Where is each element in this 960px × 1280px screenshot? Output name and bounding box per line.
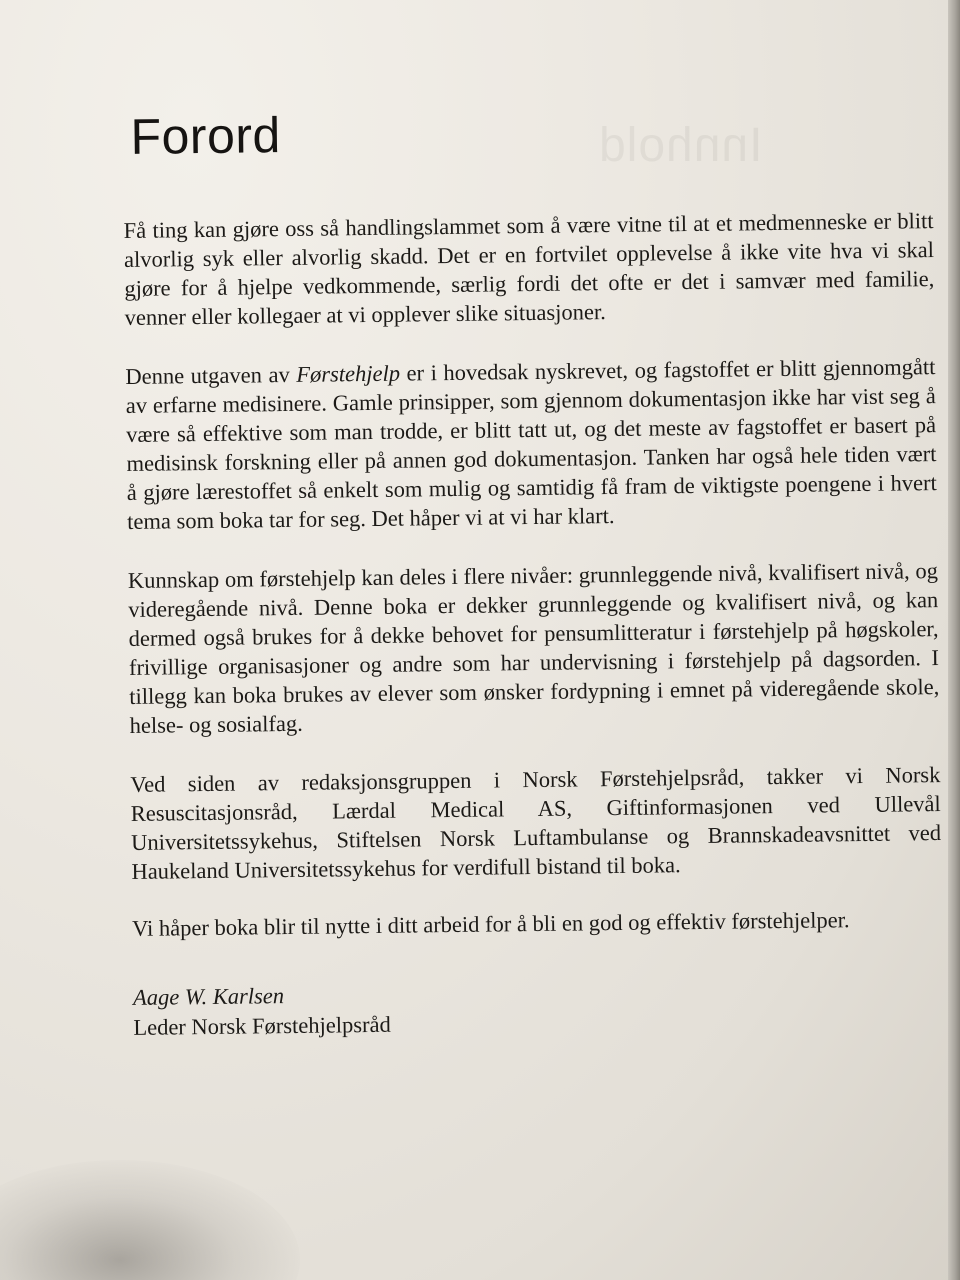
paragraph-edition (125, 352, 937, 536)
show-through-heading: Innhold (598, 119, 763, 172)
paragraph-acknowledgements: Ved siden av redaksjonsgruppen i Norsk Førstehjelpsråd, takker vi Norsk Resuscitasjonsråd, Lærdal Medical AS, Giftinformasjonen ved Ullevål Universitetssykehus, Stiftelsen Norsk Luftambulanse og Brannskadeavsnittet ved Haukeland Universitetssykehus for verdifull bistand til boka. (130, 762, 942, 884)
page-title: Forord (130, 107, 282, 165)
paragraph-levels: Kunnskap om førstehjelp kan deles i flere nivåer: grunnleggende nivå, kvalifisert nivå, og videregående nivå. Denne boka er dekker grunnleggende og kvalifisert nivå, og kan dermed også brukes for å dekke behovet for pensumlitteratur i førstehjelp på høgskoler, frivillige organisasjoner og andre som har undervisning i førstehjelp på dagsorden. I tillegg kan boka brukes av elever som ønsker fordypning i emnet på videregående skole, helse- og sosialfag. (127, 558, 940, 738)
page-content (122, 86, 944, 1043)
page-edge (948, 0, 960, 1280)
signature-name: Aage W. Karlsen (132, 983, 285, 1010)
signature-block (133, 973, 944, 1043)
finger-shadow (0, 1160, 300, 1280)
signature-role: Leder Norsk Førstehjelpsråd (133, 1011, 391, 1040)
paragraph-intro: Få ting kan gjøre oss så handlingslammet som å være vitne til at et medmenneske er blitt alvorlig syk eller alvorlig skadd. Det er en fortvilet opplevelse å ikke vite hva vi skal gjøre for å hjelpe vedkommende, særlig fordi det ofte er det i samvær med familie, venner eller kollegaer at vi opplever slike situasjoner. (123, 208, 935, 330)
paragraph-edition-body: er i hovedsak nyskrevet, og fagstoffet er blitt gjennomgått av erfarne medisinere. Gamle prinsipper, som gjennom dokumentasjon ikke har vist seg å være så effektive som man trodde, er blitt tatt ut, og det meste av fagstoffet er basert på medisinsk forskning eller på annen god dokumentasjon. Tanken har også hele tiden vært å gjøre lærestoffet så enkelt som mulig og samtidig få fram de viktigste poengene i hvert tema som boka tar for seg. Det håper vi at vi har klart. (125, 354, 937, 534)
paragraph-closing: Vi håper boka blir til nytte i ditt arbeid for å bli en god og effektiv førstehjelper. (132, 907, 850, 941)
book-title: Førstehjelp (296, 360, 401, 387)
paragraph-edition-lead: Denne utgaven av (125, 361, 297, 389)
